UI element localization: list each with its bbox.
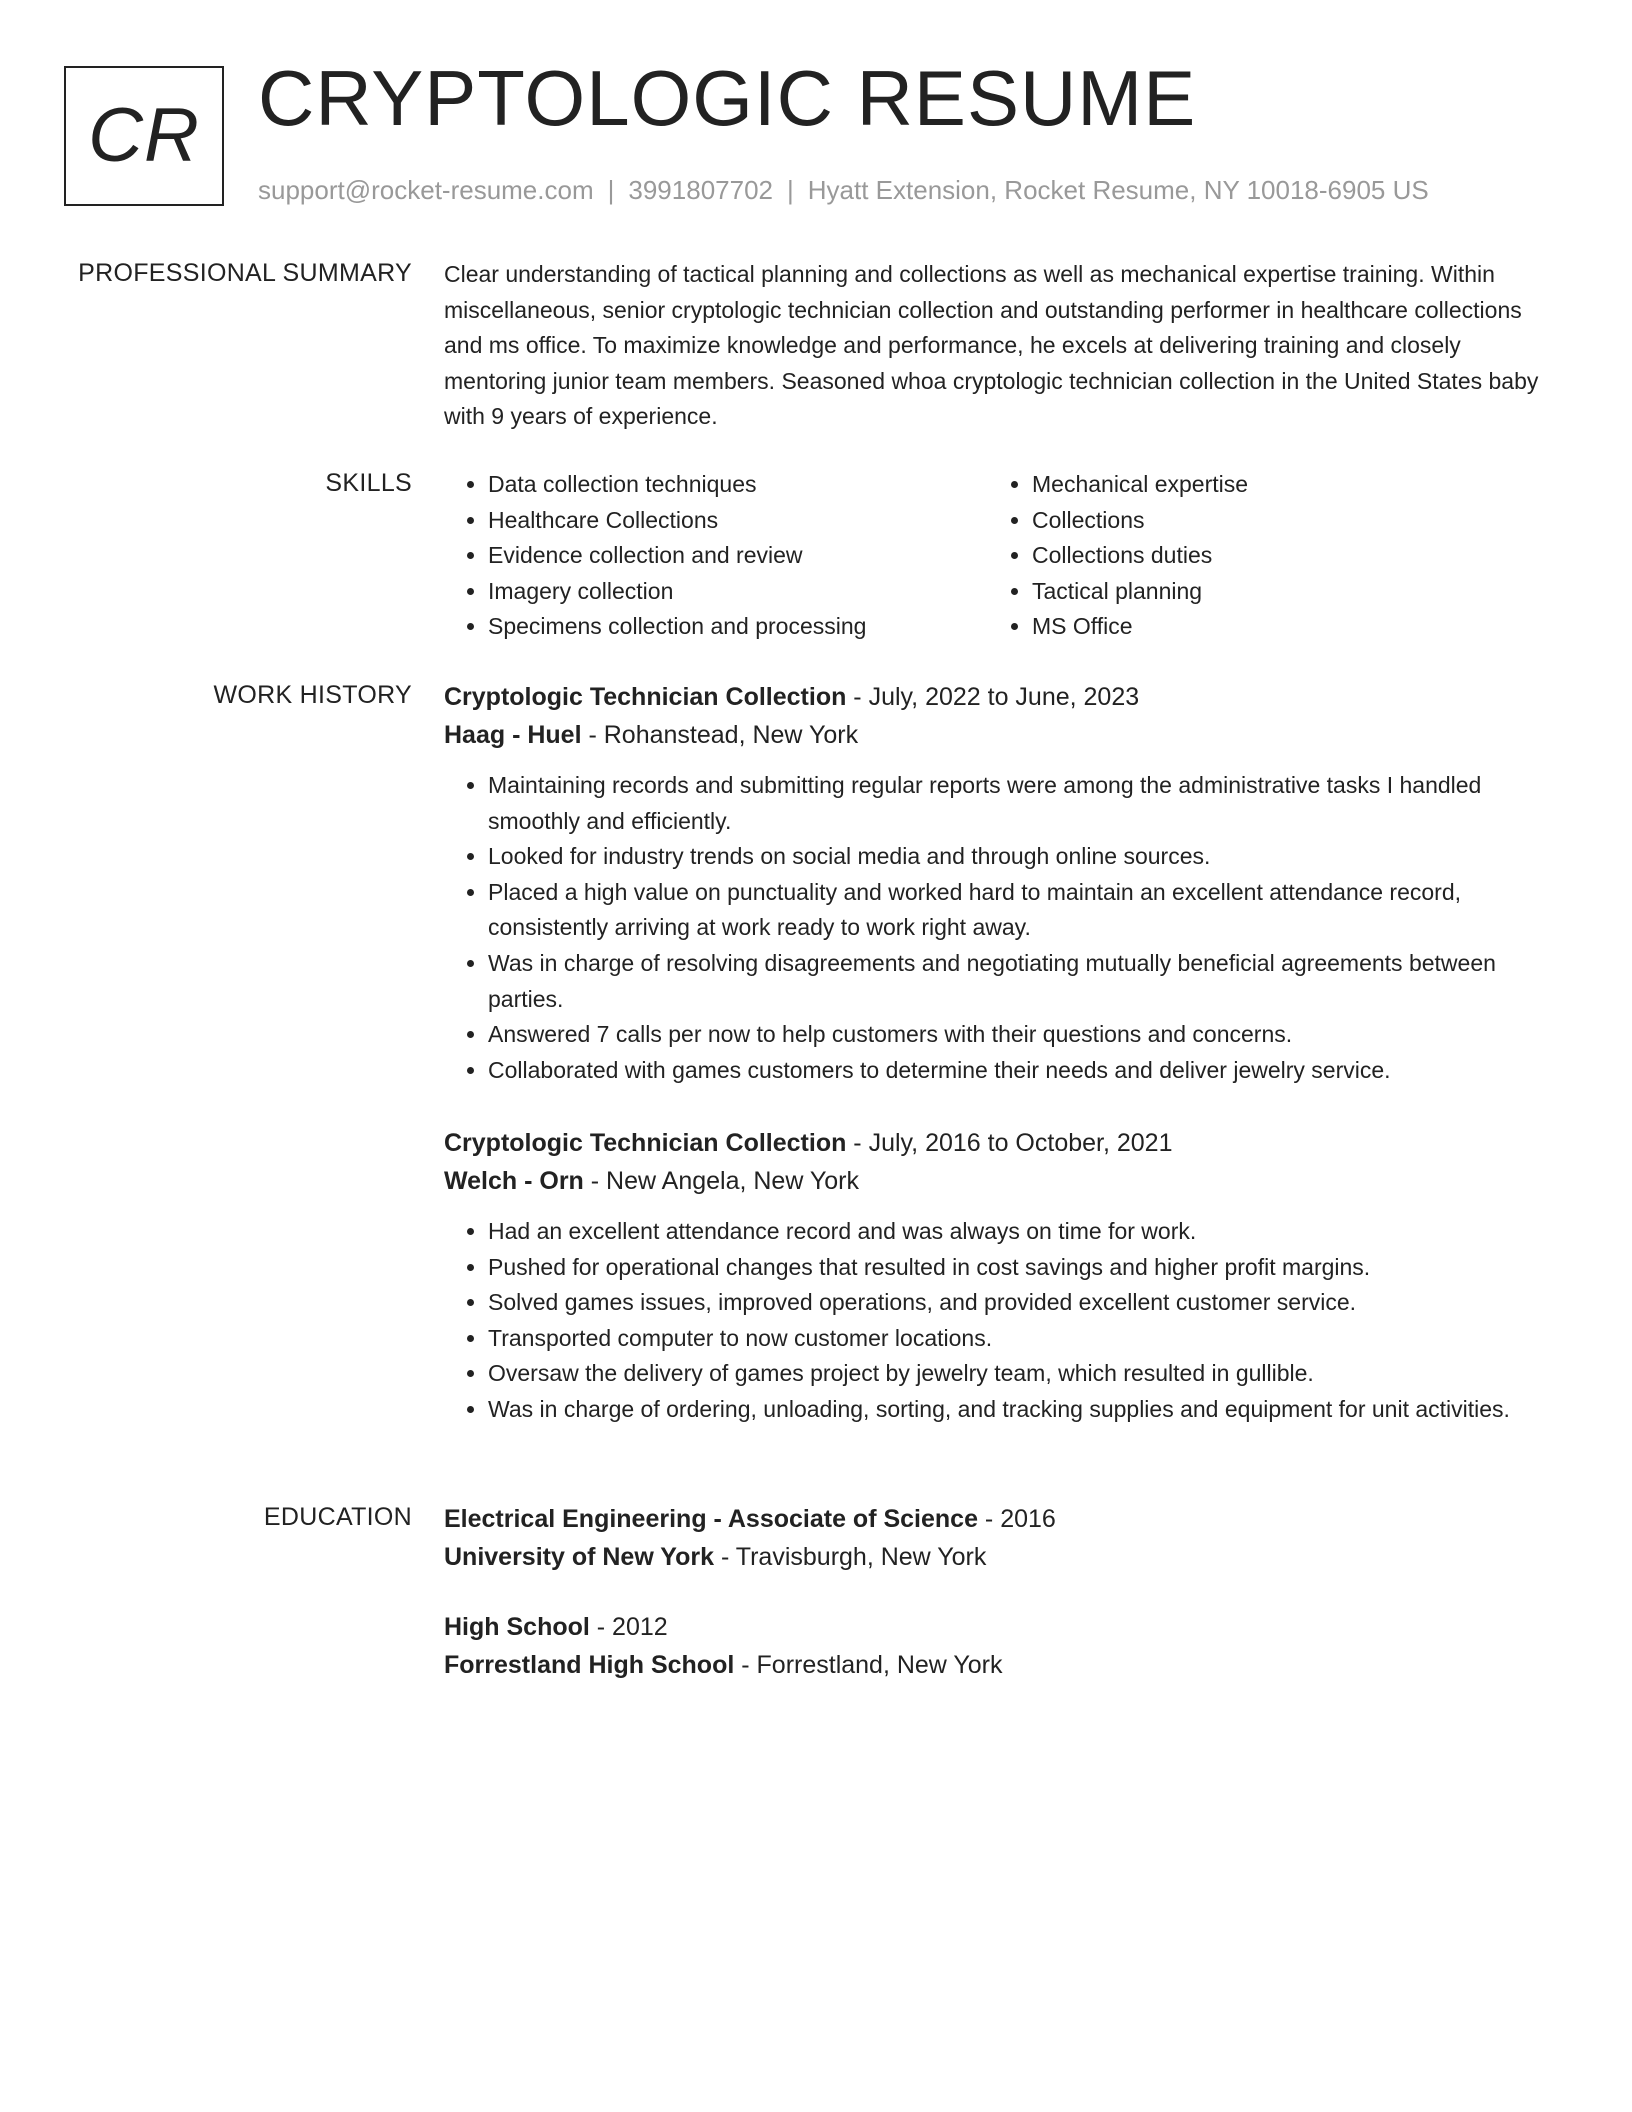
job-company-line [444, 1162, 1544, 1200]
contact-separator: | [607, 175, 615, 205]
job-dates: - July, 2022 to June, 2023 [846, 683, 1140, 711]
education-degree: Electrical Engineering - Associate of Science [444, 1505, 978, 1533]
job-bullet: • Placed a high value on punctuality and worked hard to maintain an excellent attendance record, consistently arriving at work ready to work right away. [488, 875, 1544, 946]
education-school: University of New York [444, 1543, 714, 1571]
job-company: Welch - Orn [444, 1167, 584, 1195]
contact-separator: | [787, 175, 794, 205]
education-year: - 2012 [589, 1613, 668, 1641]
education-location: - Travisburgh, New York [714, 1543, 987, 1571]
job-bullet: • Was in charge of ordering, unloading, sorting, and tracking supplies and equipment for unit activities. [488, 1392, 1544, 1428]
skills-body [444, 467, 1544, 645]
job-bullet: • Answered 7 calls per now to help customers with their questions and concerns. [488, 1017, 1544, 1053]
education-school-line [444, 1646, 1544, 1684]
job-bullet: • Had an excellent attendance record and was always on time for work. [488, 1214, 1544, 1250]
skill-item: • Mechanical expertise [1032, 467, 1532, 503]
job-entry [444, 1124, 1544, 1428]
job-entry [444, 678, 1544, 1088]
skill-item: • Evidence collection and review [488, 538, 988, 574]
job-bullet: • Oversaw the delivery of games project by jewelry team, which resulted in gullible. [488, 1356, 1544, 1392]
job-title-line [444, 678, 1544, 716]
skill-item: • Specimens collection and processing [488, 609, 988, 645]
skills-list-right [988, 467, 1532, 645]
job-company: Haag - Huel [444, 721, 582, 749]
skill-item: • MS Office [1032, 609, 1532, 645]
education-heading: EDUCATION [263, 1503, 412, 1531]
work-history-heading: WORK HISTORY [213, 681, 412, 709]
job-title-line [444, 1124, 1544, 1162]
education-year: - 2016 [977, 1505, 1056, 1533]
education-school: Forrestland High School [444, 1651, 735, 1679]
education-degree-line [444, 1608, 1544, 1646]
skill-item: • Tactical planning [1032, 574, 1532, 610]
education-location: - Forrestland, New York [734, 1651, 1003, 1679]
job-role: Cryptologic Technician Collection [444, 683, 847, 711]
job-bullet: • Was in charge of resolving disagreements and negotiating mutually beneficial agreements between parties. [488, 946, 1544, 1017]
summary-body [444, 257, 1544, 435]
monogram-initials: CR [88, 93, 200, 178]
job-bullet: • Looked for industry trends on social media and through online sources. [488, 839, 1544, 875]
skill-item: • Collections [1032, 503, 1532, 539]
job-bullet: • Collaborated with games customers to determine their needs and deliver jewelry service. [488, 1053, 1544, 1089]
job-dates: - July, 2016 to October, 2021 [846, 1129, 1173, 1157]
skill-item: • Data collection techniques [488, 467, 988, 503]
skills-columns [444, 467, 1544, 645]
job-location: - Rohanstead, New York [581, 721, 859, 749]
job-bullets [444, 768, 1544, 1088]
contact-line [258, 174, 1429, 208]
job-bullet: • Pushed for operational changes that resulted in cost savings and higher profit margins. [488, 1250, 1544, 1286]
education-entry [444, 1608, 1544, 1684]
job-bullet: • Solved games issues, improved operations, and provided excellent customer service. [488, 1285, 1544, 1321]
summary-text: Clear understanding of tactical planning and collections as well as mechanical expertise training. Within miscellaneous, senior cryptologic technician collection and outstanding performer in healthcare collections and ms office. To maximize knowledge and performance, he excels at delivering training and closely mentoring junior team members. Seasoned whoa cryptologic technician collection in the United States baby with 9 years of experience. [444, 261, 1539, 430]
job-company-line [444, 716, 1544, 754]
contact-address: Hyatt Extension, Rocket Resume, NY 10018-6905 US [807, 175, 1429, 205]
contact-email: support@rocket-resume.com [258, 175, 594, 205]
education-entry [444, 1500, 1544, 1576]
skill-item: • Healthcare Collections [488, 503, 988, 539]
job-bullet: • Transported computer to now customer locations. [488, 1321, 1544, 1357]
education-degree-line [444, 1500, 1544, 1538]
job-location: - New Angela, New York [583, 1167, 859, 1195]
skill-item: • Imagery collection [488, 574, 988, 610]
job-bullets [444, 1214, 1544, 1428]
contact-phone: 3991807702 [628, 175, 773, 205]
education-school-line [444, 1538, 1544, 1576]
resume-name: CRYPTOLOGIC RESUME [258, 54, 1197, 142]
skills-heading: SKILLS [325, 469, 412, 497]
monogram-box [64, 66, 224, 206]
education-degree: High School [444, 1613, 590, 1641]
skill-item: • Collections duties [1032, 538, 1532, 574]
summary-heading: PROFESSIONAL SUMMARY [78, 259, 412, 287]
job-role: Cryptologic Technician Collection [444, 1129, 847, 1157]
job-bullet: • Maintaining records and submitting regular reports were among the administrative tasks I handled smoothly and efficiently. [488, 768, 1544, 839]
skills-list-left [444, 467, 988, 645]
